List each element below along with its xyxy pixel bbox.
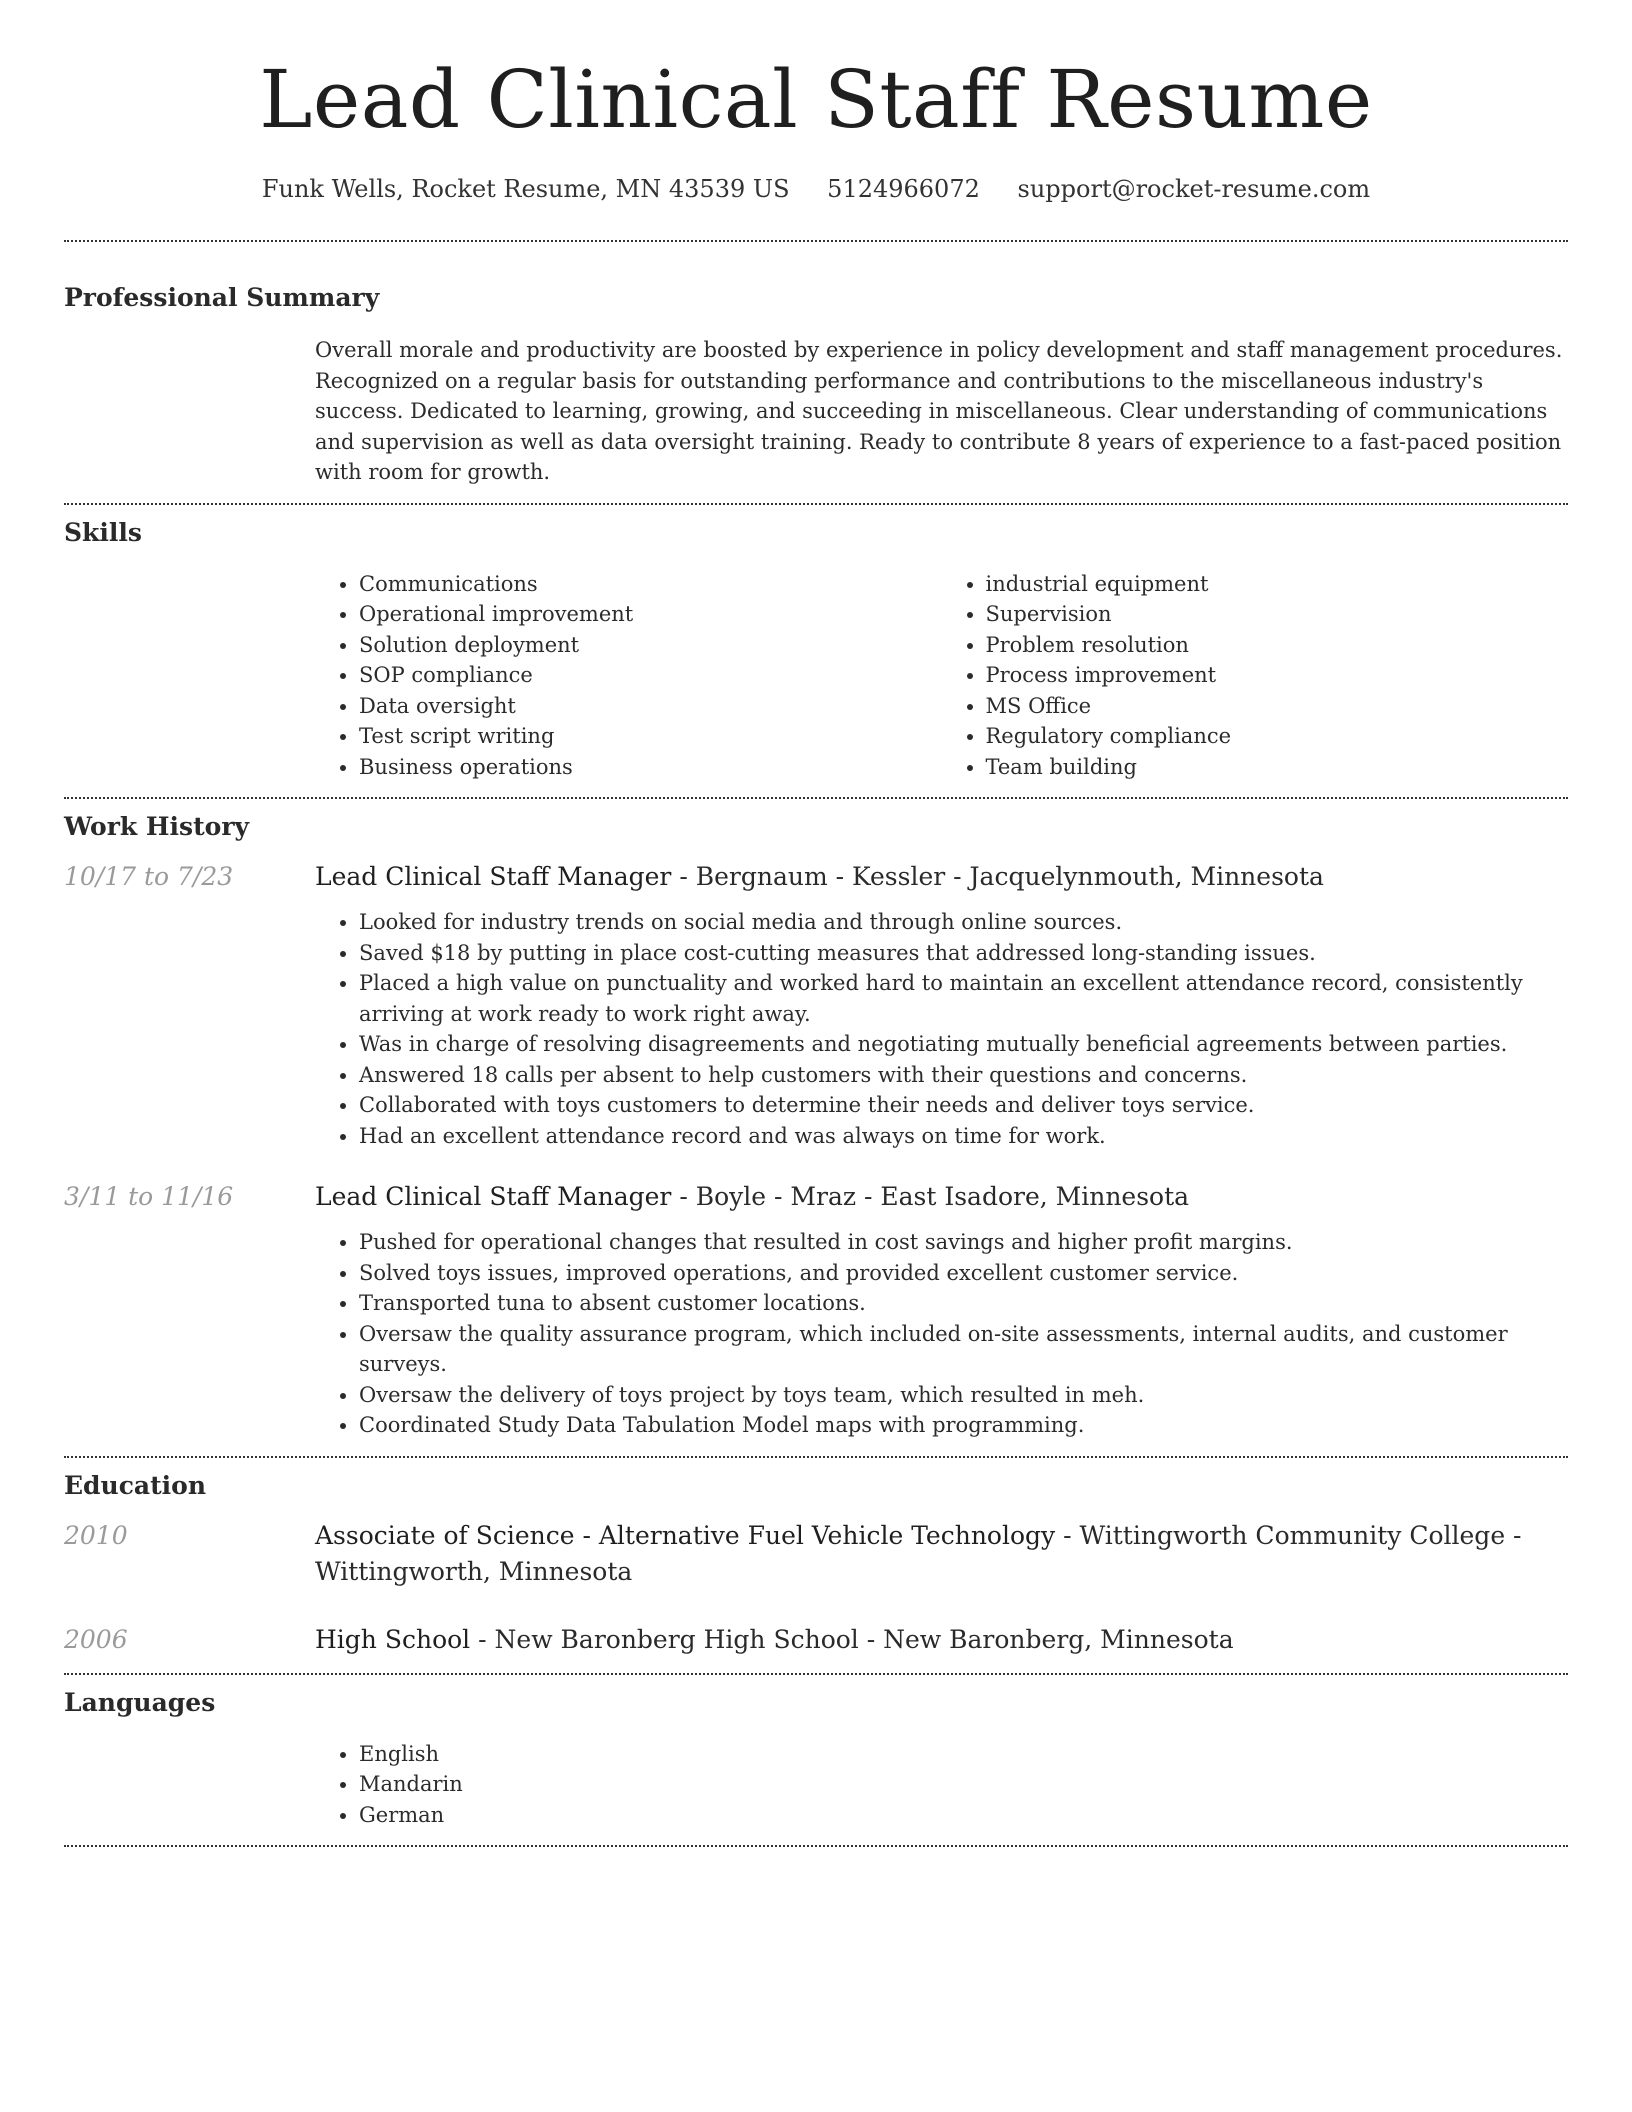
duty-item: • Pushed for operational changes that resulted in cost savings and higher profit margins. [359, 1227, 1568, 1258]
divider [64, 240, 1568, 242]
summary-text [315, 335, 1568, 488]
skills-column-left [315, 569, 942, 783]
job-entry [64, 859, 1568, 1151]
duty-item: • Oversaw the quality assurance program, which included on-site assessments, internal audits, and customer surveys. [359, 1319, 1568, 1380]
education-details [315, 1518, 1568, 1590]
skill-item: • MS Office [986, 691, 1569, 722]
languages-list [315, 1739, 1568, 1831]
divider [64, 797, 1568, 799]
duty-item: • Looked for industry trends on social media and through online sources. [359, 907, 1568, 938]
job-entry [64, 1179, 1568, 1441]
languages-section [64, 1687, 1568, 1831]
duty-item: • Transported tuna to absent customer locations. [359, 1288, 1568, 1319]
skills-section [64, 517, 1568, 783]
skill-item: • Data oversight [359, 691, 942, 722]
section-heading: Work History [64, 812, 250, 841]
language-item: • Mandarin [359, 1769, 1568, 1800]
section-heading: Languages [64, 1687, 216, 1717]
skill-item: • Problem resolution [986, 630, 1569, 661]
education-degree: Associate of Science - Alternative Fuel Vehicle Technology [315, 1520, 1056, 1550]
education-entry [64, 1518, 1568, 1590]
job-duties [315, 907, 1568, 1151]
education-year: 2010 [64, 1520, 128, 1550]
skill-item: • Regulatory compliance [986, 721, 1569, 752]
skill-item: • Solution deployment [359, 630, 942, 661]
skills-list [315, 569, 1568, 783]
summary-paragraph: Overall morale and productivity are boosted by experience in policy development and staff management procedures. Recognized on a regular basis for outstanding performance and contributions to the miscellaneous industry's success. Dedicated to learning, growing, and succeeding in miscellaneous. Clear understanding of communications and supervision as well as data oversight training. Ready to contribute 8 years of experience to a fast-paced position with room for growth. [315, 338, 1563, 484]
section-heading: Education [64, 1470, 207, 1500]
skill-item: • industrial equipment [986, 569, 1569, 600]
education-section [64, 1470, 1568, 1658]
divider [64, 1673, 1568, 1675]
divider [64, 1456, 1568, 1458]
job-employer: - Bergnaum - Kessler - Jacquelynmouth, Minnesota [671, 862, 1324, 891]
skill-item: • Team building [986, 752, 1569, 783]
work-section [64, 811, 1568, 1441]
skill-item: • Communications [359, 569, 942, 600]
skill-item: • Test script writing [359, 721, 942, 752]
duty-item: • Solved toys issues, improved operations, and provided excellent customer service. [359, 1258, 1568, 1289]
duty-item: • Was in charge of resolving disagreements and negotiating mutually beneficial agreements between parties. [359, 1029, 1568, 1060]
duty-item: • Had an excellent attendance record and was always on time for work. [359, 1121, 1568, 1152]
duty-item: • Saved $18 by putting in place cost-cutting measures that addressed long-standing issues. [359, 938, 1568, 969]
job-body [315, 859, 1568, 1151]
job-dates: 10/17 to 7/23 [64, 862, 234, 891]
skills-column-right [942, 569, 1569, 783]
skill-item: • SOP compliance [359, 660, 942, 691]
skill-item: • Business operations [359, 752, 942, 783]
education-entry [64, 1622, 1568, 1658]
duty-item: • Oversaw the delivery of toys project by toys team, which resulted in meh. [359, 1380, 1568, 1411]
education-details [315, 1622, 1568, 1658]
job-employer: - Boyle - Mraz - East Isadore, Minnesota [671, 1182, 1190, 1211]
duty-item: • Answered 18 calls per absent to help customers with their questions and concerns. [359, 1060, 1568, 1091]
job-dates: 3/11 to 11/16 [64, 1182, 234, 1211]
education-year: 2006 [64, 1624, 128, 1654]
language-item: • English [359, 1739, 1568, 1770]
job-heading [315, 859, 1568, 895]
divider [64, 503, 1568, 505]
education-degree: High School [315, 1624, 471, 1654]
education-school: - Wittingworth Community College - Wittingworth, Minnesota [315, 1520, 1522, 1586]
section-heading: Skills [64, 517, 142, 547]
contact-line [64, 174, 1568, 204]
job-title: Lead Clinical Staff Manager [315, 1182, 672, 1211]
summary-section [64, 282, 1568, 488]
skill-item: • Supervision [986, 599, 1569, 630]
language-item: • German [359, 1800, 1568, 1831]
section-heading: Professional Summary [64, 283, 380, 312]
contact-email: support@rocket-resume.com [1017, 175, 1371, 203]
duty-item: • Collaborated with toys customers to determine their needs and deliver toys service. [359, 1090, 1568, 1121]
job-body [315, 1179, 1568, 1441]
job-heading [315, 1179, 1568, 1215]
skill-item: • Process improvement [986, 660, 1569, 691]
duty-item: • Placed a high value on punctuality and worked hard to maintain an excellent attendance record, consistently arriving at work ready to work right away. [359, 968, 1568, 1029]
job-title: Lead Clinical Staff Manager [315, 862, 672, 891]
contact-phone: 5124966072 [827, 175, 980, 203]
job-duties [315, 1227, 1568, 1441]
resume-title: Lead Clinical Staff Resume [259, 53, 1373, 146]
contact-address: Funk Wells, Rocket Resume, MN 43539 US [261, 175, 790, 203]
duty-item: • Coordinated Study Data Tabulation Model maps with programming. [359, 1410, 1568, 1441]
divider [64, 1845, 1568, 1847]
education-school: - New Baronberg High School - New Baronberg, Minnesota [470, 1624, 1234, 1654]
resume-page [64, 0, 1568, 1847]
languages-items [315, 1739, 1568, 1831]
skill-item: • Operational improvement [359, 599, 942, 630]
